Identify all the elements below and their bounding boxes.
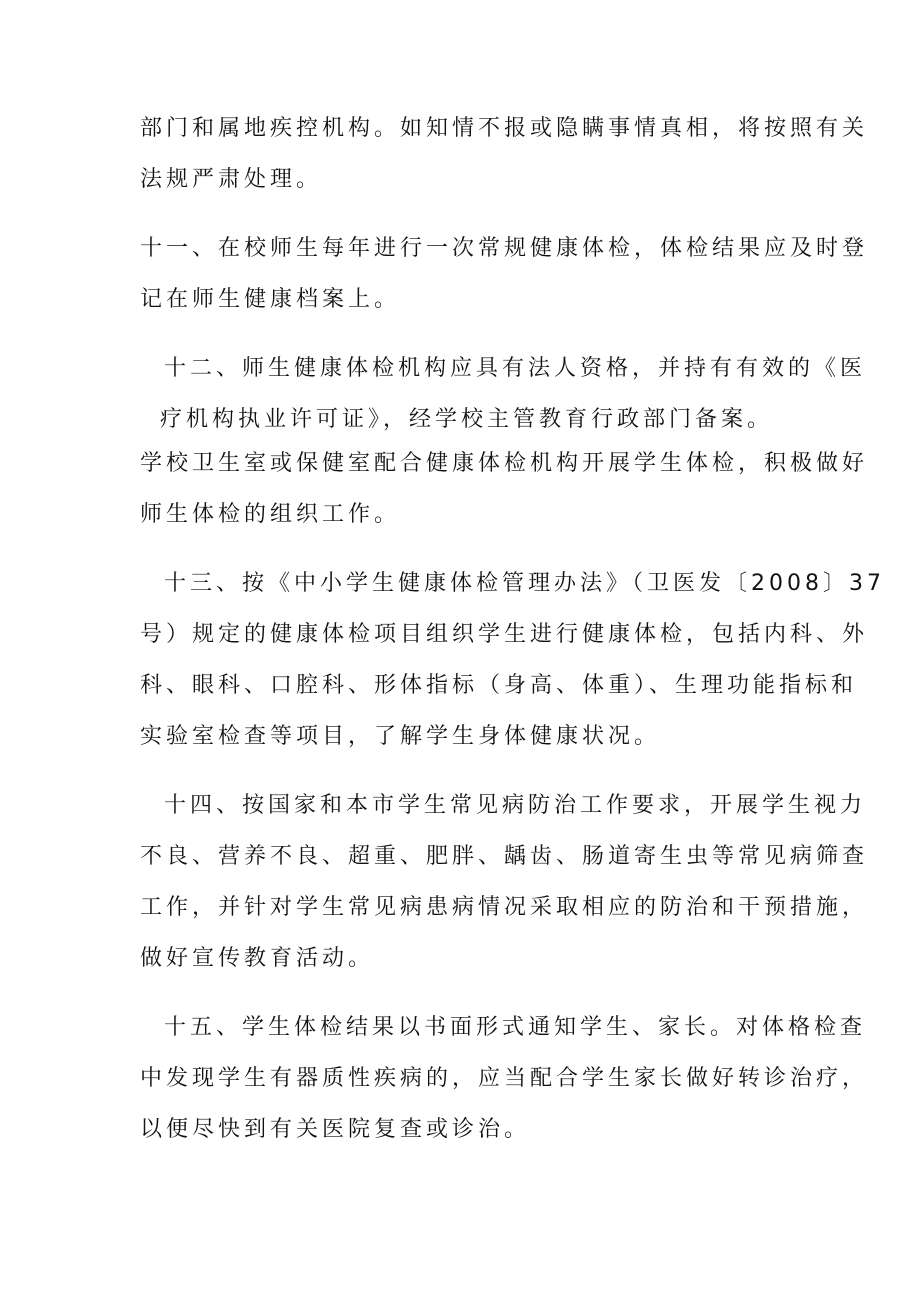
text-line: 部门和属地疾控机构。如知情不报或隐瞒事情真相，将按照有关 (140, 116, 869, 141)
text-line: 十四、按国家和本市学生常见病防治工作要求，开展学生视力 (164, 793, 867, 818)
text-line: 十三、按《中小学生健康体检管理办法》（卫医发〔2008〕37 (164, 571, 885, 596)
text-line: 法规严肃处理。 (140, 167, 323, 192)
text-line: 疗机构执业许可证》，经学校主管教育行政部门备案。 (160, 407, 774, 432)
text-line: 工作，并针对学生常见病患病情况采取相应的防治和干预措施， (140, 895, 869, 920)
text-line: 不良、营养不良、超重、肥胖、龋齿、肠道寄生虫等常见病筛查 (140, 844, 869, 869)
text-line: 十二、师生健康体检机构应具有法人资格，并持有有效的《医 (164, 356, 867, 381)
text-line: 十一、在校师生每年进行一次常规健康体检，体检结果应及时登 (140, 236, 869, 261)
text-line: 师生体检的组织工作。 (140, 502, 401, 527)
text-line: 以便尽快到有关医院复查或诊治。 (140, 1117, 531, 1142)
text-line: 实验室检查等项目，了解学生身体健康状况。 (140, 724, 661, 749)
text-line: 科、眼科、口腔科、形体指标（身高、体重）、生理功能指标和 (140, 673, 858, 698)
text-line: 十五、学生体检结果以书面形式通知学生、家长。对体格检查 (164, 1015, 867, 1040)
text-line: 做好宣传教育活动。 (140, 946, 375, 971)
text-line: 号）规定的健康体检项目组织学生进行健康体检，包括内科、外 (140, 622, 869, 647)
text-line: 学校卫生室或保健室配合健康体检机构开展学生体检，积极做好 (140, 451, 869, 476)
text-line: 中发现学生有器质性疾病的，应当配合学生家长做好转诊治疗， (140, 1066, 869, 1091)
text-line: 记在师生健康档案上。 (140, 287, 401, 312)
